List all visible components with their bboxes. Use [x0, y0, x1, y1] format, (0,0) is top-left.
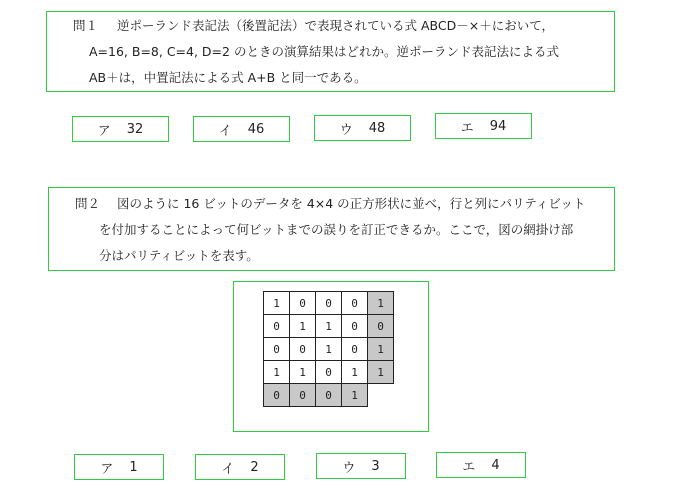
- option-value: 1: [129, 459, 138, 475]
- parity-bit-cell: 1: [367, 291, 394, 315]
- option-value: 2: [250, 459, 259, 475]
- question-1-box: [46, 11, 615, 92]
- parity-bit-cell: 0: [315, 383, 342, 407]
- option-letter: イ: [218, 123, 232, 139]
- q2-option-e[interactable]: [436, 452, 526, 478]
- data-bit-cell: 1: [263, 360, 290, 384]
- data-bit-cell: 1: [315, 337, 342, 361]
- parity-bit-cell: 1: [367, 337, 394, 361]
- option-value: 32: [126, 121, 144, 137]
- data-bit-cell: 0: [315, 360, 342, 384]
- q1-option-e[interactable]: [435, 113, 532, 139]
- question-1-line-1: 逆ポーランド表記法（後置記法）で表現されている式 ABCD－×＋において，: [117, 18, 554, 33]
- data-bit-cell: 1: [289, 314, 316, 338]
- parity-bit-cell: 0: [289, 383, 316, 407]
- question-1-line-3: AB＋は，中置記法による式 A+B と同一である。: [89, 70, 367, 85]
- data-bit-cell: 0: [263, 337, 290, 361]
- q1-option-a[interactable]: [72, 116, 169, 142]
- option-letter: ア: [100, 461, 114, 477]
- option-value: 94: [489, 118, 507, 134]
- question-2-line-1: 図のように 16 ビットのデータを 4×4 の正方形状に並べ，行と列にパリティビット: [117, 196, 586, 211]
- data-bit-cell: 0: [315, 291, 342, 315]
- data-bit-cell: 1: [289, 360, 316, 384]
- option-value: 3: [371, 458, 380, 474]
- parity-bit-cell: 0: [367, 314, 394, 338]
- option-letter: エ: [462, 459, 476, 475]
- q1-option-i[interactable]: [193, 116, 290, 142]
- data-bit-cell: 0: [341, 314, 368, 338]
- data-bit-cell: 1: [315, 314, 342, 338]
- q2-option-a[interactable]: [74, 454, 164, 480]
- q1-option-u[interactable]: [314, 115, 411, 141]
- option-letter: ウ: [342, 460, 356, 476]
- data-bit-cell: 1: [341, 360, 368, 384]
- option-letter: エ: [460, 120, 474, 136]
- option-value: 48: [368, 120, 386, 136]
- option-letter: ウ: [339, 122, 353, 138]
- parity-bit-cell: 0: [263, 383, 290, 407]
- parity-grid-figure: [233, 281, 429, 432]
- question-1-number: 問１: [73, 18, 99, 33]
- parity-bit-cell: 1: [367, 360, 394, 384]
- data-bit-cell: 0: [289, 337, 316, 361]
- parity-bit-cell: 1: [341, 383, 368, 407]
- data-bit-cell: 1: [263, 291, 290, 315]
- option-letter: ア: [97, 123, 111, 139]
- question-2-box: [48, 187, 615, 271]
- question-2-line-2: を付加することによって何ビットまでの誤りを訂正できるか。ここで，図の網掛け部: [99, 222, 574, 237]
- data-bit-cell: 0: [263, 314, 290, 338]
- question-1-line-2: A=16, B=8, C=4, D=2 のときの演算結果はどれか。逆ポーランド表記法による式: [89, 44, 559, 59]
- data-bit-cell: 0: [341, 337, 368, 361]
- option-letter: イ: [221, 461, 235, 477]
- q2-option-i[interactable]: [195, 454, 285, 480]
- data-bit-cell: 0: [341, 291, 368, 315]
- option-value: 46: [247, 121, 265, 137]
- q2-option-u[interactable]: [316, 453, 406, 479]
- question-2-line-3: 分はパリティビットを表す。: [99, 248, 259, 263]
- data-bit-cell: 0: [289, 291, 316, 315]
- option-value: 4: [491, 457, 500, 473]
- question-2-number: 問２: [75, 196, 101, 211]
